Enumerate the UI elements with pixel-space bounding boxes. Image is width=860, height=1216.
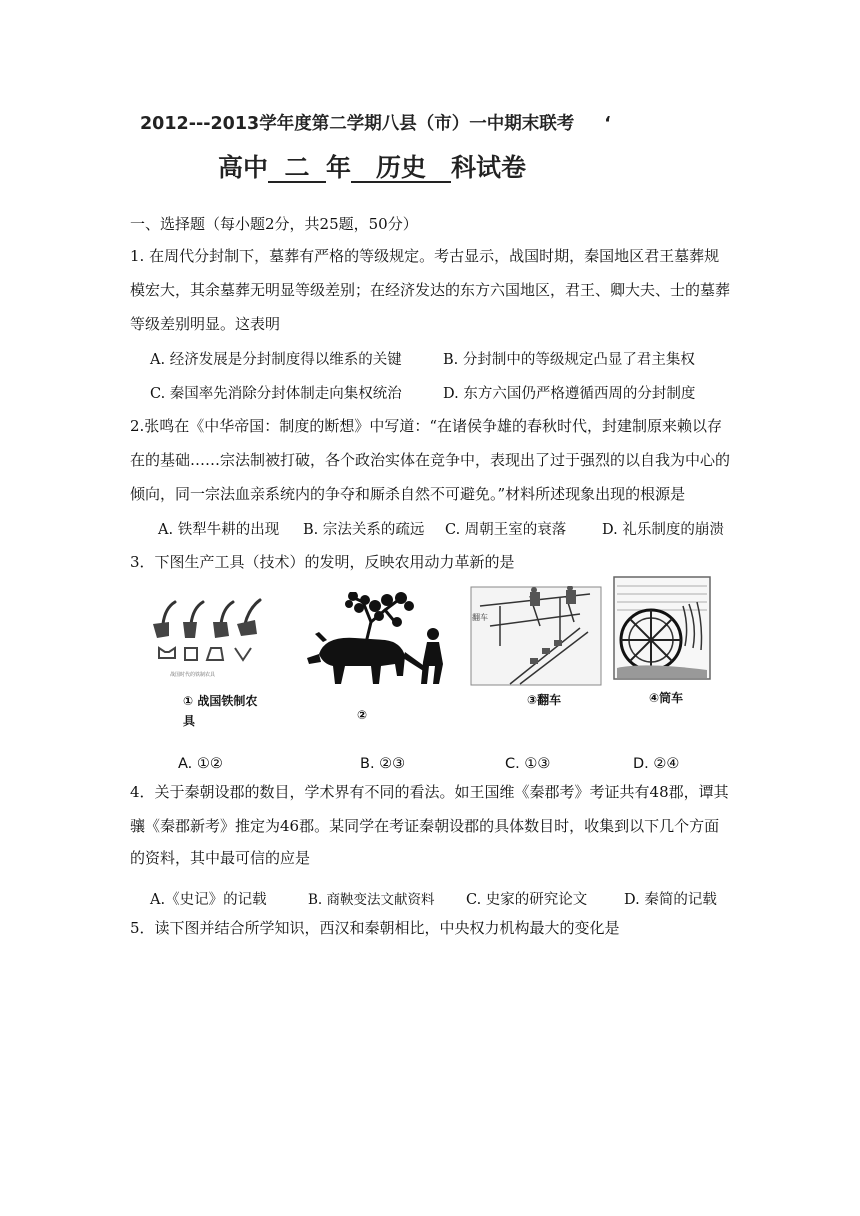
section-heading: 一、选择题（每小题2分，共25题，50分）	[130, 215, 418, 233]
q3-option-d[interactable]: D. ②④	[633, 756, 680, 772]
chain-pump-figure	[470, 586, 602, 686]
ox-plough-figure	[305, 592, 455, 697]
q3-option-b[interactable]: B. ②③	[360, 756, 406, 772]
fig2-caption: ②	[357, 708, 368, 722]
q2-line: 倾向，同一宗法血亲系统内的争夺和厮杀自然不可避免。”材料所述现象出现的根源是	[130, 485, 686, 503]
q4-option-d[interactable]: D. 秦简的记载	[624, 892, 717, 908]
q1-line: 1. 在周代分封制下，墓葬有严格的等级规定。考古显示，战国时期，秦国地区君王墓葬规	[130, 247, 720, 265]
fig3-caption: ③翻车	[527, 693, 562, 707]
q1-line: 等级差别明显。这表明	[130, 315, 281, 333]
fig1-caption: ① 战国铁制农	[183, 694, 258, 708]
q1-option-c[interactable]: C. 秦国率先消除分封体制走向集权统治	[150, 386, 402, 402]
q4-option-a[interactable]: A.《史记》的记载	[150, 892, 267, 908]
iron-tools-figure	[145, 594, 275, 682]
q2-line: 在的基础……宗法制被打破，各个政治实体在竞争中，表现出了过于强烈的以自我为中心的	[130, 451, 731, 469]
q4-option-b[interactable]: B. 商鞅变法文献资料	[308, 892, 435, 908]
fig1-caption-cont: 具	[183, 714, 196, 728]
exam-subtitle: 高中 二 年 历史 科试卷	[218, 153, 527, 182]
q1-line: 模宏大，其余墓葬无明显等级差别；在经济发达的东方六国地区，君王、卿大夫、士的墓葬	[130, 281, 731, 299]
q4-line: 4．关于秦朝设郡的数目，学术界有不同的看法。如王国维《秦郡考》考证共有48郡，谭其	[130, 783, 729, 801]
q3-option-a[interactable]: A. ①②	[178, 756, 223, 772]
q4-line: 的资料，其中最可信的应是	[130, 849, 311, 867]
grade-blank: 二	[268, 155, 326, 183]
q1-option-a[interactable]: A. 经济发展是分封制度得以维系的关键	[150, 352, 402, 368]
q3-option-c[interactable]: C. ①③	[505, 756, 551, 772]
q3-line: 3．下图生产工具（技术）的发明，反映农用动力革新的是	[130, 553, 515, 571]
tube-wheel-figure	[613, 576, 711, 680]
chain-pump-label: 翻车	[472, 613, 488, 622]
q2-option-a[interactable]: A. 铁犁牛耕的出现	[158, 522, 280, 538]
q4-option-c[interactable]: C. 史家的研究论文	[466, 892, 588, 908]
subject-blank: 历史	[351, 155, 451, 183]
q2-option-c[interactable]: C. 周朝王室的衰落	[445, 522, 567, 538]
q4-line: 骧《秦郡新考》推定为46郡。某同学在考证秦朝设郡的具体数目时，收集到以下几个方面	[130, 817, 720, 835]
q2-option-b[interactable]: B. 宗法关系的疏远	[303, 522, 425, 538]
q5-line: 5．读下图并结合所学知识，西汉和秦朝相比，中央权力机构最大的变化是	[130, 919, 620, 937]
fig4-caption: ④筒车	[649, 691, 684, 705]
q2-option-d[interactable]: D. 礼乐制度的崩溃	[602, 522, 724, 538]
q2-line: 2.张鸣在《中华帝国：制度的断想》中写道：“在诸侯争雄的春秋时代，封建制原来赖以存	[130, 417, 722, 435]
q1-option-d[interactable]: D. 东方六国仍严格遵循西周的分封制度	[443, 386, 696, 402]
exam-title: 2012---2013学年度第二学期八县（市）一中期末联考 ‘	[140, 114, 611, 134]
q1-option-b[interactable]: B. 分封制中的等级规定凸显了君主集权	[443, 352, 695, 368]
tools-small-caption: 战国时代的铁制农具	[170, 672, 216, 678]
